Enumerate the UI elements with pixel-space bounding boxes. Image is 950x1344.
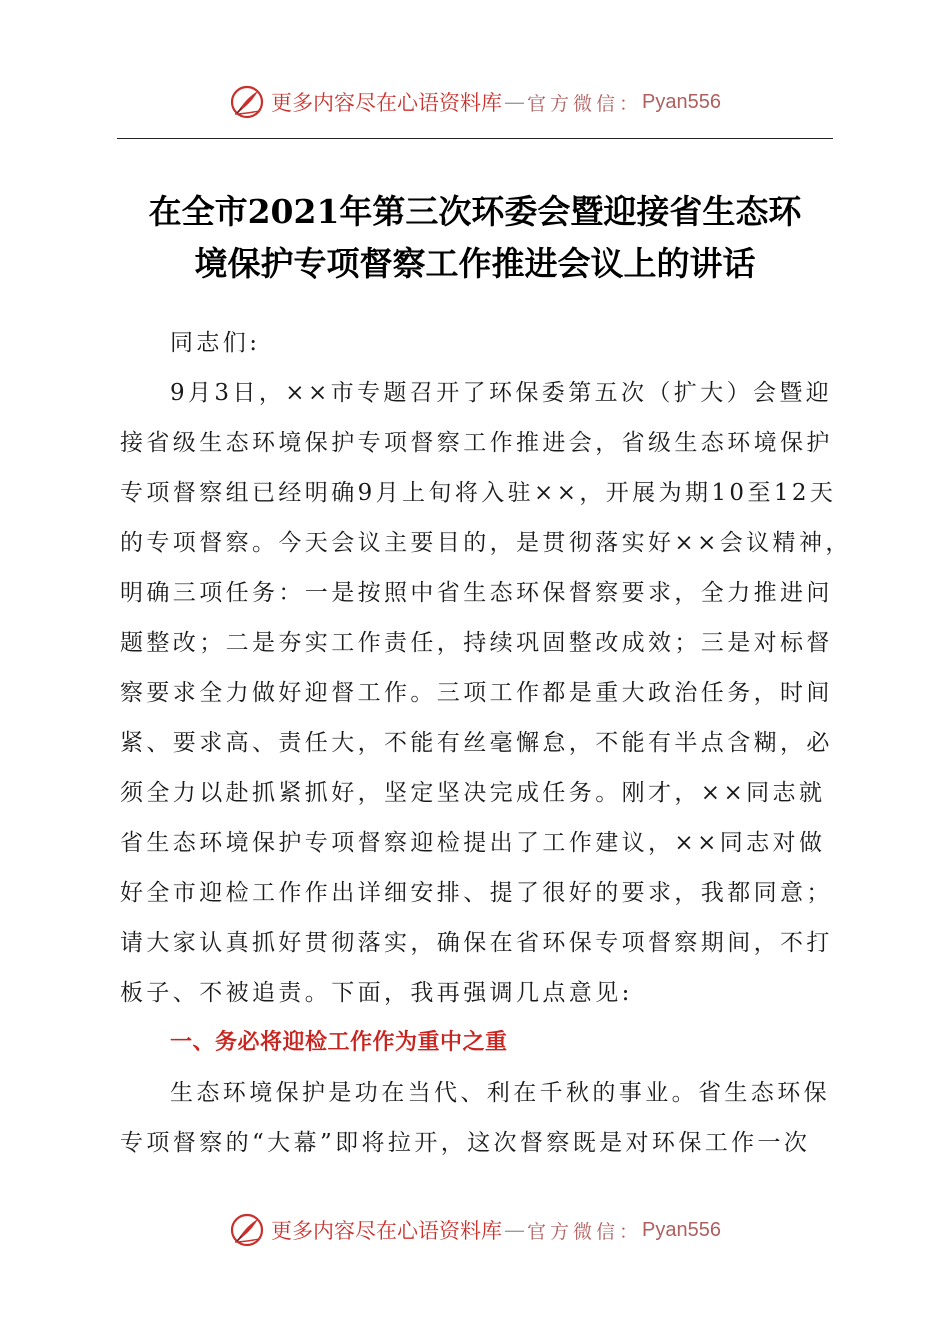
paragraph-line: 的专项督察。今天会议主要目的，是贯彻落实好××会议精神， bbox=[120, 530, 852, 556]
salutation: 同志们: bbox=[170, 330, 261, 356]
paragraph-line: 察要求全力做好迎督工作。三项工作都是重大政治任务，时间 bbox=[120, 680, 833, 706]
paragraph-line: 好全市迎检工作作出详细安排、提了很好的要求，我都同意； bbox=[120, 880, 833, 906]
paragraph-line: 省生态环境保护专项督察迎检提出了工作建议，××同志对做 bbox=[120, 830, 826, 856]
footer-banner bbox=[0, 1210, 950, 1250]
wechat-id: Pyan556 bbox=[642, 90, 721, 113]
header-banner bbox=[0, 82, 950, 122]
paragraph-line: 专项督察组已经明确9月上旬将入驻××，开展为期10至12天 bbox=[120, 480, 837, 506]
title-line: 在全市2021年第三次环委会暨迎接省生态环 bbox=[148, 192, 802, 231]
site-name: 更多内容尽在心语资料库 bbox=[271, 1219, 502, 1243]
paragraph-line: 题整改；二是夯实工作责任，持续巩固整改成效；三是对标督 bbox=[120, 630, 833, 656]
paragraph-line: 紧、要求高、责任大，不能有丝毫懈怠，不能有半点含糊，必 bbox=[120, 730, 833, 756]
title-line: 境保护专项督察工作推进会议上的讲话 bbox=[194, 244, 756, 283]
paragraph-line: 须全力以赴抓紧抓好，坚定坚决完成任务。刚才，××同志就 bbox=[120, 780, 826, 806]
document-title bbox=[100, 186, 850, 290]
banner-dash: — bbox=[504, 90, 525, 114]
paragraph-line: 板子、不被追责。下面，我再强调几点意见: bbox=[120, 980, 633, 1006]
paragraph-line: 明确三项任务：一是按照中省生态环保督察要求，全力推进问 bbox=[120, 580, 833, 606]
paragraph-line: 请大家认真抓好贯彻落实，确保在省环保专项督察期间，不打 bbox=[120, 930, 833, 956]
wechat-label: 官方微信： bbox=[527, 92, 643, 115]
paragraph-line: 生态环境保护是功在当代、利在千秋的事业。省生态环保 bbox=[170, 1080, 830, 1106]
document-body bbox=[120, 318, 852, 1168]
section-heading: 一、务必将迎检工作作为重中之重 bbox=[170, 1030, 508, 1055]
header-divider bbox=[117, 138, 833, 139]
paragraph-line: 接省级生态环境保护专项督察工作推进会，省级生态环境保护 bbox=[120, 430, 833, 456]
quill-logo-icon bbox=[229, 84, 265, 120]
wechat-label: 官方微信： bbox=[527, 1220, 643, 1243]
wechat-id: Pyan556 bbox=[642, 1218, 721, 1241]
quill-logo-icon bbox=[229, 1212, 265, 1248]
banner-dash: — bbox=[504, 1218, 525, 1242]
paragraph-line: 9月3日，××市专题召开了环保委第五次（扩大）会暨迎 bbox=[170, 380, 833, 406]
site-name: 更多内容尽在心语资料库 bbox=[271, 91, 502, 115]
paragraph-line: 专项督察的“大幕”即将拉开，这次督察既是对环保工作一次 bbox=[120, 1130, 811, 1156]
